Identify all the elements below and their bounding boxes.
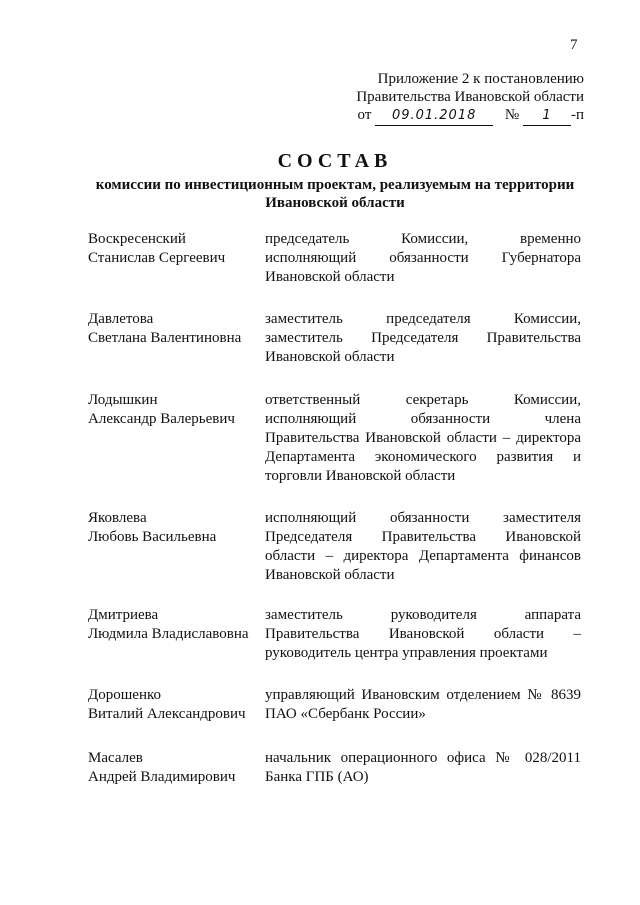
role-line: Правительства Ивановской области – bbox=[265, 626, 581, 642]
page-number: 7 bbox=[570, 37, 578, 53]
role-line: Банка ГПБ (АО) bbox=[265, 769, 369, 785]
member-given-names: Любовь Васильевна bbox=[88, 529, 217, 545]
number-suffix: -п bbox=[570, 107, 584, 123]
role-line: заместитель руководителя аппарата bbox=[265, 607, 581, 623]
subtitle-line-1: комиссии по инвестиционным проектам, реализуемым на территории bbox=[95, 177, 575, 193]
member-name bbox=[88, 749, 260, 787]
role-line: Ивановской области bbox=[265, 269, 395, 285]
role-line: ответственный секретарь Комиссии, bbox=[265, 392, 581, 408]
member-role bbox=[265, 686, 581, 724]
member-name bbox=[88, 509, 260, 547]
role-line: председатель Комиссии, временно bbox=[265, 231, 581, 247]
member-surname: Масалев bbox=[88, 750, 143, 766]
appendix-line-2: Правительства Ивановской области bbox=[356, 89, 584, 105]
role-line: Председателя Правительства Ивановской bbox=[265, 529, 581, 545]
member-name bbox=[88, 310, 260, 348]
handwritten-date: 09.01.2018 bbox=[375, 107, 493, 126]
member-role bbox=[265, 230, 581, 287]
member-surname: Дмитриева bbox=[88, 607, 159, 623]
document-title: СОСТАВ bbox=[277, 150, 393, 172]
role-line: Департамента экономического развития и bbox=[265, 449, 581, 465]
role-line: Ивановской области bbox=[265, 349, 395, 365]
member-surname: Дорошенко bbox=[88, 687, 161, 703]
appendix-line-1: Приложение 2 к постановлению bbox=[377, 71, 584, 87]
member-name bbox=[88, 230, 260, 268]
role-line: руководитель центра управления проектами bbox=[265, 645, 548, 661]
role-line: Ивановской области bbox=[265, 567, 395, 583]
role-line: заместитель председателя Комиссии, bbox=[265, 311, 581, 327]
role-line: ПАО «Сбербанк России» bbox=[265, 706, 426, 722]
member-given-names: Станислав Сергеевич bbox=[88, 250, 226, 266]
role-line: Правительства Ивановской области – директора bbox=[265, 430, 581, 446]
member-given-names: Александр Валерьевич bbox=[88, 411, 235, 427]
member-given-names: Светлана Валентиновна bbox=[88, 330, 242, 346]
member-role bbox=[265, 606, 581, 663]
role-line: исполняющий обязанности Губернатора bbox=[265, 250, 581, 266]
role-line: начальник операционного офиса № 028/2011 bbox=[265, 750, 581, 766]
member-role bbox=[265, 509, 581, 585]
member-name bbox=[88, 391, 260, 429]
appendix-header bbox=[336, 70, 584, 126]
member-role bbox=[265, 749, 581, 787]
member-given-names: Андрей Владимирович bbox=[88, 769, 236, 785]
role-line: области – директора Департамента финансов bbox=[265, 548, 581, 564]
document-subtitle bbox=[80, 176, 590, 212]
member-surname: Яковлева bbox=[88, 510, 147, 526]
member-name bbox=[88, 686, 260, 724]
handwritten-number: 1 bbox=[523, 107, 571, 126]
date-prefix: от bbox=[357, 107, 372, 123]
member-surname: Воскресенский bbox=[88, 231, 186, 247]
role-line: исполняющий обязанности заместителя bbox=[265, 510, 581, 526]
member-name bbox=[88, 606, 260, 644]
member-given-names: Виталий Александрович bbox=[88, 706, 246, 722]
role-line: торговли Ивановской области bbox=[265, 468, 456, 484]
member-given-names: Людмила Владиславовна bbox=[88, 626, 249, 642]
member-surname: Давлетова bbox=[88, 311, 154, 327]
number-sign: № bbox=[504, 107, 520, 123]
appendix-date-line bbox=[336, 106, 584, 126]
role-line: управляющий Ивановским отделением № 8639 bbox=[265, 687, 581, 703]
member-role bbox=[265, 391, 581, 486]
role-line: заместитель Председателя Правительства bbox=[265, 330, 581, 346]
member-surname: Лодышкин bbox=[88, 392, 158, 408]
member-role bbox=[265, 310, 581, 367]
role-line: исполняющий обязанности члена bbox=[265, 411, 581, 427]
subtitle-line-2: Ивановской области bbox=[265, 195, 405, 211]
